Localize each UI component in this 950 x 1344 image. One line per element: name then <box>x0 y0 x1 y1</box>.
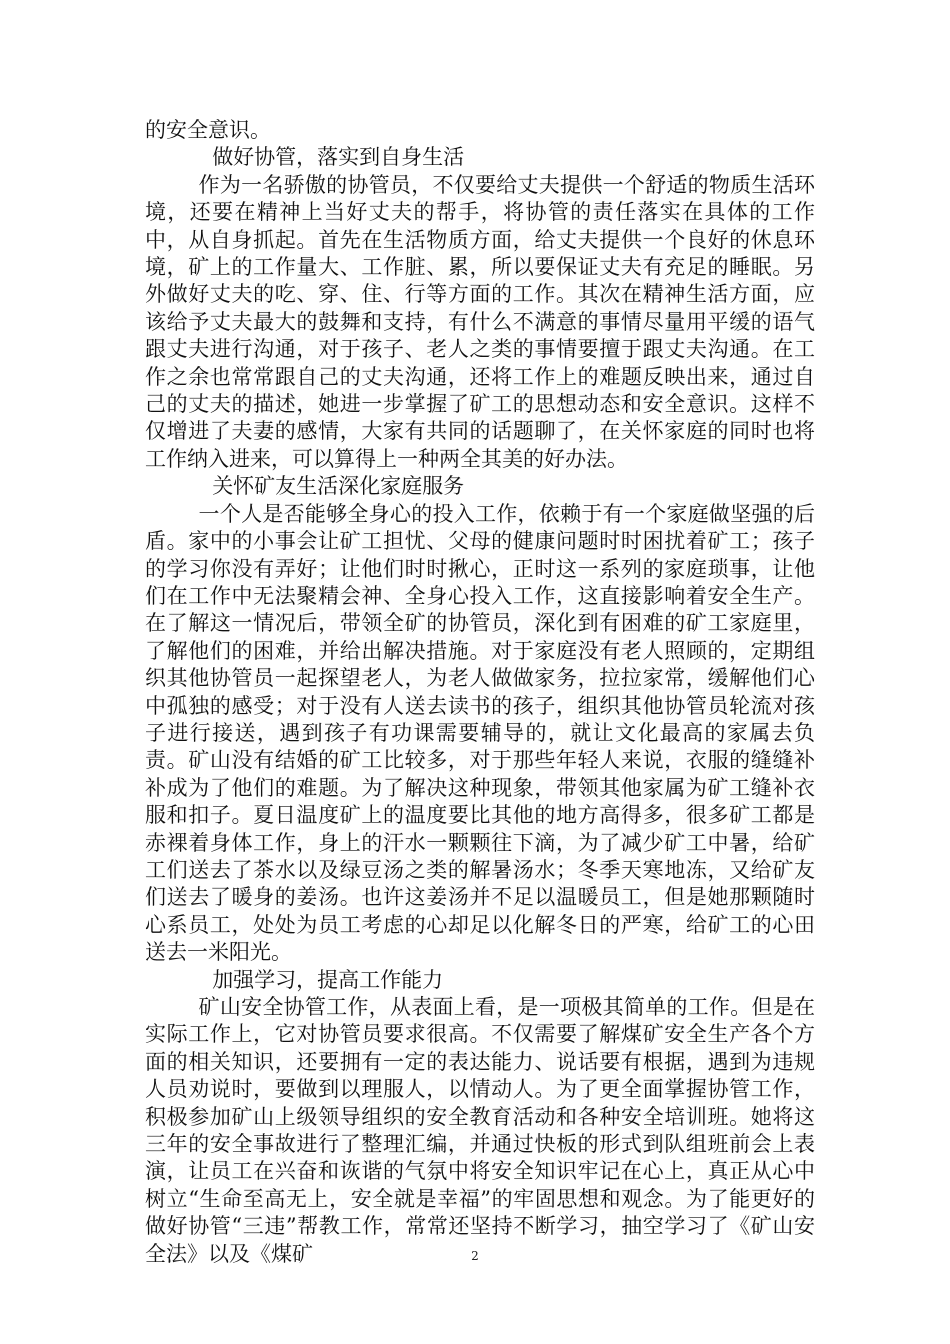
document-body <box>145 117 815 1268</box>
section-heading-coordination: 做好协管，落实到自身生活 <box>212 145 465 170</box>
paragraph-family-service: 一个人是否能够全身心的投入工作，依赖于有一个家庭做坚强的后盾。家中的小事会让矿工担忧、父母的健康问题时时困扰着矿工；孩子的学习你没有弄好；让他们时时揪心，正时这一系列的家庭琐事，让他们在工作中无法聚精会神、全身心投入工作，这直接影响着安全生产。在了解这一情况后，带领全矿的协管员，深化到有困难的矿工家庭里，了解他们的困难，并给出解决措施。对于家庭没有老人照顾的，定期组织其他协管员一起探望老人，为老人做做家务，拉拉家常，缓解他们心中孤独的感受；对于没有人送去读书的孩子，组织其他协管员轮流对孩子进行接送，遇到孩子有功课需要辅导的，就让文化最高的家属去负责。矿山没有结婚的矿工比较多，对于那些年轻人来说，衣服的缝缝补补成为了他们的难题。为了解决这种现象，带领其他家属为矿工缝补衣服和扣子。夏日温度矿上的温度要比其他的地方高得多，很多矿工都是赤裸着身体工作，身上的汗水一颗颗往下滴，为了减少矿工中暑，给矿工们送去了茶水以及绿豆汤之类的解暑汤水；冬季天寒地冻，又给矿友们送去了暖身的姜汤。也许这姜汤并不足以温暖员工，但是她那颗随时心系员工，处处为员工考虑的心却足以化解冬日的严寒，给矿工的心田送去一米阳光。 <box>145 501 815 965</box>
section-heading-family-service: 关怀矿友生活深化家庭服务 <box>212 474 465 499</box>
page-number: 2 <box>471 1249 479 1263</box>
paragraph-coordination: 作为一名骄傲的协管员，不仅要给丈夫提供一个舒适的物质生活环境，还要在精神上当好丈夫的帮手，将协管的责任落实在具体的工作中，从自身抓起。首先在生活物质方面，给丈夫提供一个良好的休息环境，矿上的工作量大、工作脏、累，所以要保证丈夫有充足的睡眠。另外做好丈夫的吃、穿、住、行等方面的工作。其次在精神生活方面，应该给予丈夫最大的鼓舞和支持，有什么不满意的事情尽量用平缓的语气跟丈夫进行沟通，对于孩子、老人之类的事情要擅于跟丈夫沟通。在工作之余也常常跟自己的丈夫沟通，还将工作上的难题反映出来，通过自己的丈夫的描述，她进一步掌握了矿工的思想动态和安全意识。这样不仅增进了夫妻的感情，大家有共同的话题聊了，在关怀家庭的同时也将工作纳入进来，可以算得上一种两全其美的好办法。 <box>145 172 815 471</box>
section-heading-study: 加强学习，提高工作能力 <box>212 967 444 992</box>
paragraph-study: 矿山安全协管工作，从表面上看，是一项极其简单的工作。但是在实际工作上，它对协管员要求很高。不仅需要了解煤矿安全生产各个方面的相关知识，还要拥有一定的表达能力、说话要有根据，遇到为违规人员劝说时，要做到以理服人，以情动人。为了更全面掌握协管工作，积极参加矿山上级领导组织的安全教育活动和各种安全培训班。她将这三年的安全事故进行了整理汇编，并通过快板的形式到队组班前会上表演，让员工在兴奋和诙谐的气氛中将安全知识牢记在心上，真正从心中树立“生命至高无上，安全就是幸福”的牢固思想和观念。为了能更好的做好协管“三违”帮教工作，常常还坚持不断学习，抽空学习了《矿山安全法》以及《煤矿 <box>145 995 815 1266</box>
paragraph-continuation: 的安全意识。 <box>145 118 271 142</box>
